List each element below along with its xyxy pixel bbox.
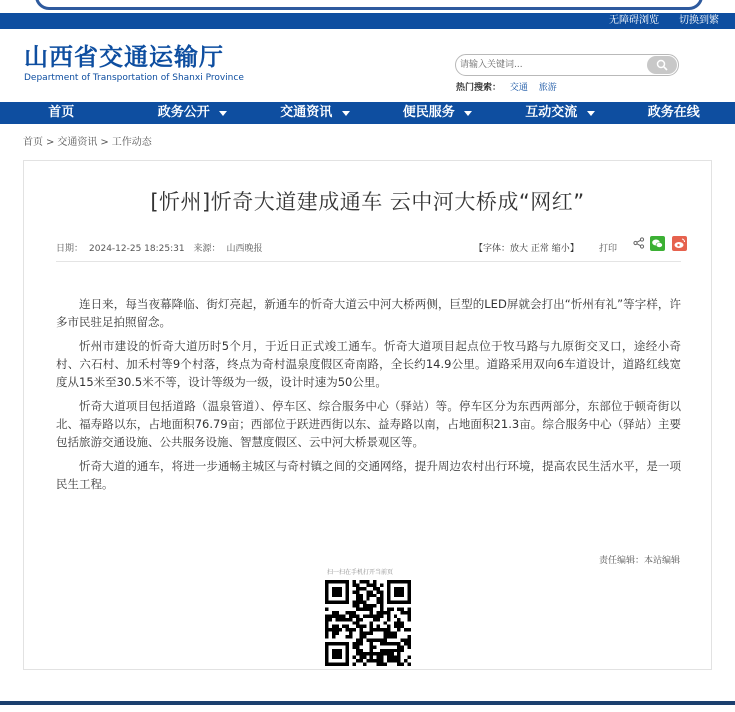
site-logo[interactable] [24, 44, 244, 83]
responsible-editor: 责任编辑：本站编辑 [598, 556, 680, 566]
article-container [23, 160, 712, 670]
nav-item-gov-affairs[interactable] [123, 102, 246, 124]
search-box [455, 54, 679, 76]
breadcrumb-item[interactable]: 交通资讯 [57, 137, 98, 148]
search-input[interactable] [460, 57, 640, 73]
nav-item-public-service[interactable] [368, 102, 491, 124]
wechat-share-icon[interactable] [650, 236, 665, 251]
hot-search-label: 热门搜索： [456, 83, 502, 93]
breadcrumb-separator: > [100, 137, 109, 148]
nav-item-label: 互动交流 [525, 105, 578, 120]
breadcrumb-item[interactable]: 首页 [23, 137, 43, 148]
weibo-share-icon[interactable] [672, 236, 687, 251]
font-size-control [474, 241, 579, 254]
search-icon [656, 59, 668, 71]
article-paragraph: 忻州市建设的忻奇大道历时5个月，于近日正式竣工通车。忻奇大道项目起点位于牧马路与九原街交叉口，途经小奇村、六石村、加禾村等9个村落，终点为奇村温泉度假区奇南路，全长约14.9公里。道路采用双向6车道设计，道路红线宽度从15米至30.5米不等，设计等级为一级，设计时速为50公里。 [56, 339, 681, 389]
nav-item-gov-online[interactable] [613, 102, 735, 124]
main-nav [0, 102, 735, 124]
article-date: 2024-12-25 18:25:31 [89, 244, 185, 254]
nav-item-label: 交通资讯 [280, 105, 333, 120]
caret-down-icon [587, 111, 595, 116]
nav-item-label: 政务公开 [157, 105, 210, 120]
hot-term-link[interactable]: 交通 [509, 83, 528, 93]
nav-item-home[interactable] [0, 102, 123, 124]
article-paragraph: 连日来，每当夜幕降临、街灯亮起，新通车的忻奇大道云中河大桥两侧，巨型的LED屏就会打出“忻州有礼”等字样，许多市民驻足拍照留念。 [56, 297, 681, 329]
font-normal-button[interactable]: 正常 [530, 244, 549, 254]
hot-search [456, 80, 565, 93]
meta-divider [56, 261, 681, 262]
article-body [56, 295, 681, 499]
breadcrumb-separator: > [46, 137, 55, 148]
logo-title-cn: 山西省交通运输厅 [24, 43, 224, 71]
caret-down-icon [219, 111, 227, 116]
caret-down-icon [464, 111, 472, 116]
nav-item-label: 便民服务 [402, 105, 455, 120]
print-button[interactable]: 打印 [599, 244, 618, 254]
font-large-button[interactable]: 放大 [510, 244, 529, 254]
font-control-suffix: 】 [569, 244, 579, 254]
font-small-button[interactable]: 缩小 [551, 244, 570, 254]
search-button[interactable] [647, 56, 677, 74]
qr-tip: 扫一扫在手机打开当前页 [327, 569, 394, 576]
qr-code-icon [325, 580, 411, 666]
nav-item-label: 政务在线 [647, 105, 700, 120]
accessibility-link[interactable]: 无障碍浏览 [609, 15, 659, 26]
date-label: 日期： [56, 244, 84, 254]
article-source: 山西晚报 [226, 244, 263, 254]
article-paragraph: 忻奇大道的通车，将进一步通畅主城区与奇村镇之间的交通网络，提升周边农村出行环境，提高农民生活水平，是一项民生工程。 [56, 459, 681, 491]
article-title: [忻州]忻奇大道建成通车 云中河大桥成“网红” [150, 190, 585, 214]
article-paragraph: 忻奇大道项目包括道路（温泉管道）、停车区、综合服务中心（驿站）等。停车区分为东西两部分，东部位于顿奇街以北、福寿路以东，占地面积76.79亩；西部位于跃进西街以东、益寿路以南，占地面积21.3亩。综合服务中心（驿站）主要包括旅游交通设施、公共服务设施、智慧度假区、云中河大桥景观区等。 [56, 399, 681, 449]
hot-term-link[interactable]: 旅游 [538, 83, 557, 93]
traditional-chinese-link[interactable]: 切换到繁 [679, 15, 719, 26]
breadcrumb [23, 133, 152, 148]
share-icon[interactable] [633, 237, 645, 249]
logo-title-en: Department of Transportation of Shanxi Province [24, 73, 244, 83]
browser-frame [35, 0, 703, 10]
nav-item-traffic-news[interactable] [245, 102, 368, 124]
article-meta [56, 241, 269, 254]
font-control-prefix: 【字体： [474, 244, 511, 254]
breadcrumb-item[interactable]: 工作动态 [111, 137, 152, 148]
caret-down-icon [342, 111, 350, 116]
footer-divider [0, 701, 735, 705]
source-label: 来源： [193, 244, 221, 254]
nav-item-label: 首页 [48, 105, 75, 120]
top-bar [0, 13, 735, 29]
nav-item-interaction[interactable] [490, 102, 613, 124]
